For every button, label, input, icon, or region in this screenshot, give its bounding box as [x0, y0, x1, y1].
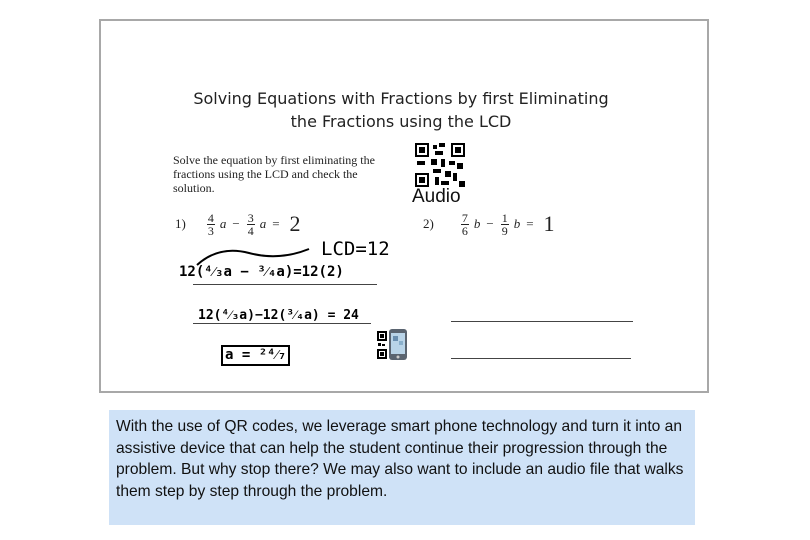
fraction [247, 212, 255, 237]
denominator: 9 [501, 223, 508, 238]
answer-line [451, 321, 633, 322]
numerator: 1 [501, 210, 508, 225]
variable: b [513, 216, 521, 231]
title-line-1: Solving Equations with Fractions by first Eliminating [193, 89, 609, 108]
numerator: 7 [461, 210, 468, 225]
problem-2 [423, 211, 555, 237]
equals: = [272, 216, 280, 231]
denominator: 6 [461, 223, 468, 238]
problem-1 [175, 211, 301, 237]
answer-line [193, 323, 371, 324]
caption-text: With the use of QR codes, we leverage smart phone technology and turn it into an assistive device that can help the student continue their progression through the problem. But why stop there? We may also want to include an audio file that walks them step by step through the problem. [109, 410, 695, 525]
phone-icon[interactable] [377, 329, 411, 361]
operator: − [232, 216, 240, 231]
variable: a [219, 216, 227, 231]
handwritten-answer: a = ²⁴⁄₇ [221, 345, 290, 366]
variable: a [259, 216, 267, 231]
worksheet-slide [99, 19, 709, 393]
right-hand-side: 2 [289, 211, 301, 236]
fraction [461, 212, 469, 237]
fraction [207, 212, 215, 237]
qr-code-icon[interactable] [415, 143, 465, 187]
denominator: 3 [207, 223, 214, 238]
numerator: 3 [247, 210, 254, 225]
operator: − [486, 216, 494, 231]
handwritten-step-1: 12(⁴⁄₃a − ³⁄₄a)=12(2) [179, 264, 344, 280]
numerator: 4 [207, 210, 214, 225]
equals: = [526, 216, 534, 231]
right-hand-side: 1 [543, 211, 555, 236]
instructions-text: Solve the equation by first eliminating the fractions using the LCD and check the solution. [173, 153, 375, 195]
answer-line [451, 358, 631, 359]
problem-number: 1) [175, 216, 186, 231]
handwritten-lcd: LCD=12 [321, 238, 390, 260]
fraction [501, 212, 509, 237]
answer-line [193, 284, 377, 285]
worksheet-title [161, 87, 641, 133]
handwritten-step-2: 12(⁴⁄₃a)−12(³⁄₄a) = 24 [198, 308, 359, 323]
problem-number: 2) [423, 216, 434, 231]
denominator: 4 [247, 223, 254, 238]
title-line-2: the Fractions using the LCD [290, 112, 512, 131]
variable: b [473, 216, 481, 231]
audio-label: Audio [412, 186, 461, 207]
